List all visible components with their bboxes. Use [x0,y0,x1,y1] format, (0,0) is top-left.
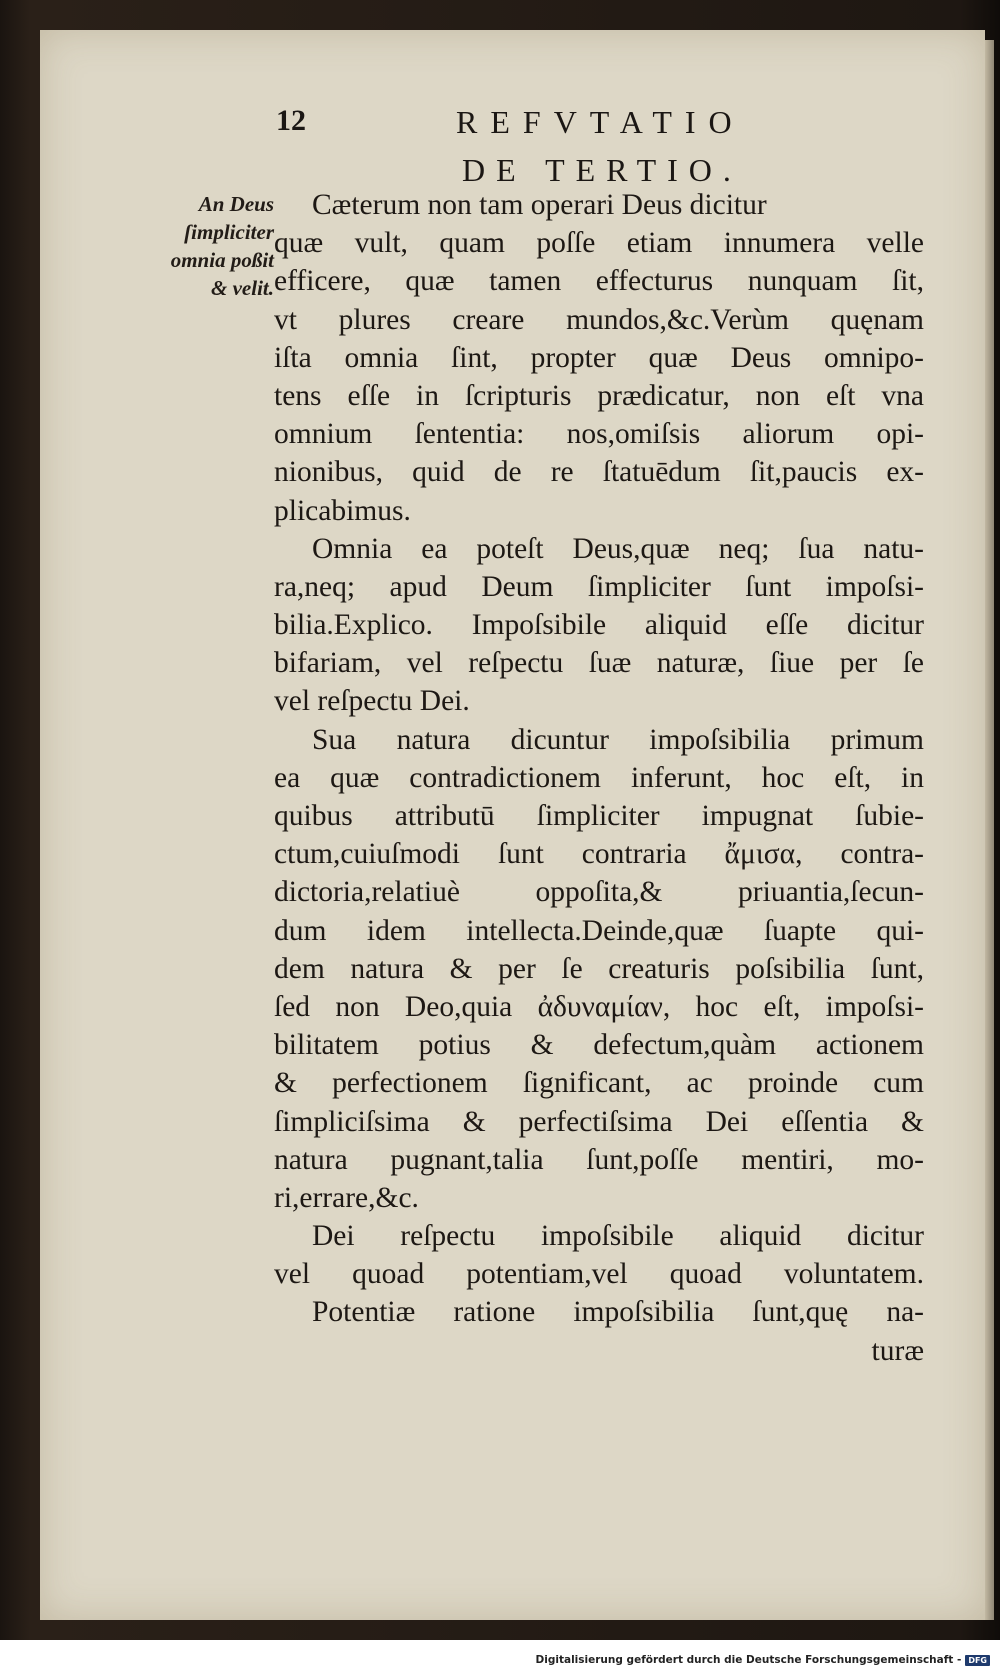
text-line: natura pugnant,talia ſunt,poſſe mentiri, mo- [274,1143,924,1176]
body-text [274,186,924,1370]
digitization-credit [536,1654,990,1666]
page-edge [984,40,994,1620]
text-line: dem natura & per ſe creaturis poſsibilia ſunt, [274,952,924,985]
text-line: turæ [871,1334,924,1367]
text-line: efficere, quæ tamen effecturus nunquam ſit, [274,265,924,298]
text-line: nionibus, quid de re ſtatuēdum ſit,paucis ex- [274,456,924,489]
text-line: bifariam, vel reſpectu ſuæ naturæ, ſiue per ſe [274,647,924,680]
text-line: iſta omnia ſint, propter quæ Deus omnipo- [274,341,924,374]
text-line: Sua natura dicuntur impoſsibilia primum [312,723,924,756]
marginal-note [114,190,274,302]
text-line: Cæterum non tam operari Deus dicitur [312,189,767,221]
text-line: quæ vult, quam poſſe etiam innumera velle [274,227,924,260]
text-line: ſed non Deo,quia ἀδυναμίαν, hoc eſt, impoſsi- [274,990,924,1023]
text-line: ſimpliciſsima & perfectiſsima Dei eſſentia & [274,1105,924,1138]
text-line: Omnia ea poteſt Deus,quæ neq; ſua natu- [312,532,924,565]
marginal-note-line: omnia poßit [170,248,274,272]
text-line: Potentiæ ratione impoſsibilia ſunt,quę na- [312,1296,924,1329]
page-number: 12 [276,104,306,137]
running-head [0,104,1000,144]
text-line: vel quoad potentiam,vel quoad voluntatem. [274,1258,924,1291]
text-line: ctum,cuiuſmodi ſunt contraria ἄμισα, contra- [274,838,924,871]
marginal-note-line: An Deus [198,192,274,216]
credit-text: Digitalisierung gefördert durch die Deutsche Forschungsgemeinschaft - [535,1654,962,1666]
text-line: dum idem intellecta.Deinde,quæ ſuapte qui- [274,914,924,947]
text-line: quibus attributū ſimpliciter impugnat ſubie- [274,800,924,832]
text-line: tens eſſe in ſcripturis prædicatur, non eſt vna [274,379,924,412]
section-heading: DE TERTIO. [462,152,742,188]
marginal-note-line: & velit. [211,276,274,300]
running-title: REFVTATIO [456,104,745,140]
text-line: omnium ſententia: nos,omiſsis aliorum opi- [274,418,924,451]
text-line: bilitatem potius & defectum,quàm actionem [274,1029,924,1062]
text-line: vt plures creare mundos,&c.Verùm quęnam [274,303,924,336]
text-line: dictoria,relatiuè oppoſita,& priuantia,ſecun- [274,876,924,909]
dfg-logo: DFG [965,1655,990,1666]
text-line: vel reſpectu Dei. [274,685,470,718]
text-line: bilia.Explico. Impoſsibile aliquid eſſe dicitur [274,609,924,642]
text-line: & perfectionem ſignificant, ac proinde cum [274,1067,924,1100]
text-line: plicabimus. [274,494,411,527]
text-line: ri,errare,&c. [274,1181,419,1214]
text-line: Dei reſpectu impoſsibile aliquid dicitur [312,1220,924,1253]
marginal-note-line: ſimpliciter [184,220,274,244]
text-line: ra,neq; apud Deum ſimpliciter ſunt impoſsi- [274,570,924,603]
text-line: ea quæ contradictionem inferunt, hoc eſt, in [274,761,924,794]
